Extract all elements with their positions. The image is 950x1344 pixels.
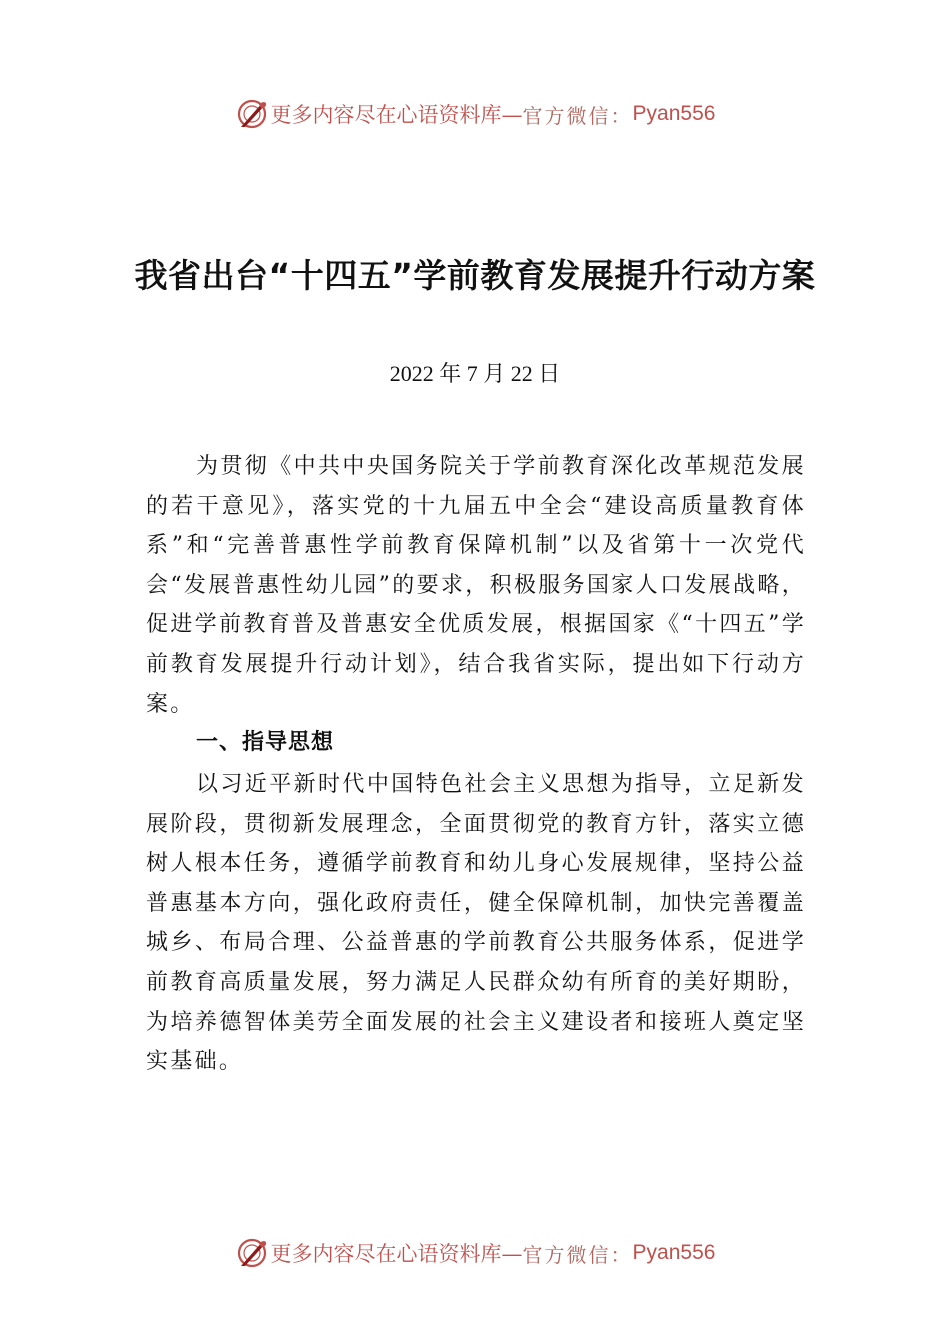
- header-banner: [0, 94, 950, 134]
- intro-paragraph: [146, 447, 806, 724]
- banner-slogan: 更多内容尽在心语资料库—: [270, 103, 523, 127]
- document-date: 2022 年 7 月 22 日: [389, 361, 561, 386]
- guiding-ideology-text: 以习近平新时代中国特色社会主义思想为指导，立足新发展阶段，贯彻新发展理念，全面贯彻党的教育方针，落实立德树人根本任务，遵循学前教育和幼儿身心发展规律，坚持公益普惠基本方向，强化政府责任，健全保障机制，加快完善覆盖城乡、布局合理、公益普惠的学前教育公共服务体系，促进学前教育高质量发展，努力满足人民群众幼有所育的美好期盼，为培养德智体美劳全面发展的社会主义建设者和接班人奠定坚实基础。: [146, 772, 806, 1075]
- banner-wechat-id: Pyan556: [632, 102, 716, 125]
- intro-paragraph-text: 为贯彻《中共中央国务院关于学前教育深化改革规范发展的若干意见》，落实党的十九届五中全会“建设高质量教育体系”和“完善普惠性学前教育保障机制”以及省第十一次党代会“发展普惠性幼儿园”的要求，积极服务国家人口发展战略，促进学前教育普及普惠安全优质发展，根据国家《“十四五”学前教育发展提升行动计划》，结合我省实际，提出如下行动方案。: [146, 454, 806, 717]
- banner-wechat-label: 官方微信：: [522, 103, 633, 128]
- quill-logo-icon: [235, 97, 269, 131]
- banner-slogan: 更多内容尽在心语资料库—: [270, 1242, 523, 1266]
- section-heading-guiding-ideology: 一、指导思想: [196, 730, 335, 755]
- banner-wechat-label: 官方微信：: [522, 1242, 633, 1267]
- document-title: 我省出台“十四五”学前教育发展提升行动方案: [134, 256, 816, 295]
- footer-banner: [0, 1233, 950, 1273]
- quill-logo-icon: [235, 1236, 269, 1270]
- guiding-ideology-paragraph: [146, 765, 806, 1082]
- banner-wechat-id: Pyan556: [632, 1241, 716, 1264]
